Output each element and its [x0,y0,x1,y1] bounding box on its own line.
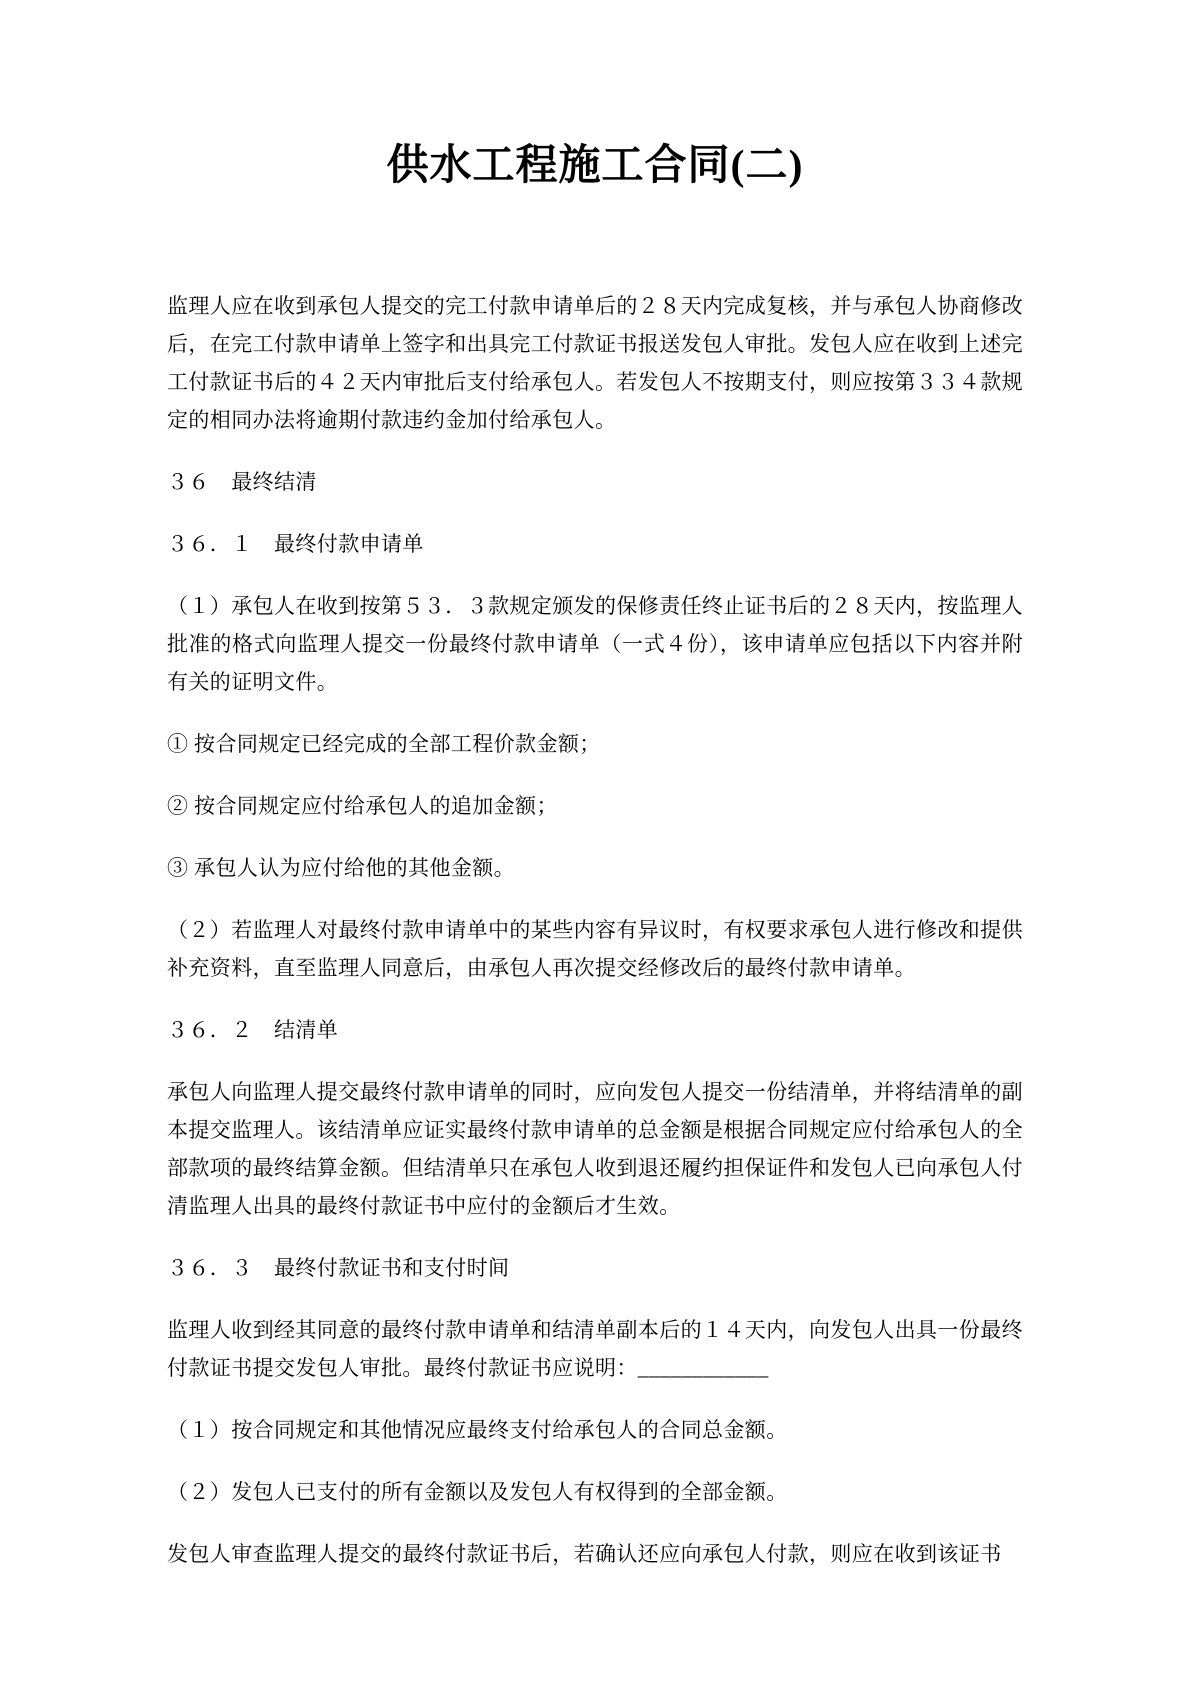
document-content [167,287,1023,1573]
paragraph: （２）发包人已支付的所有金额以及发包人有权得到的全部金额。 [167,1479,788,1504]
paragraph: 发包人审查监理人提交的最终付款证书后，若确认还应向承包人付款，则应在收到该证书 [167,1541,1002,1566]
paragraph: （２）若监理人对最终付款申请单中的某些内容有异议时，有权要求承包人进行修改和提供补充资料，直至监理人同意后，由承包人再次提交经修改后的最终付款申请单。 [167,917,1023,980]
list-item: ③ 承包人认为应付给他的其他金额。 [167,855,516,880]
paragraph: 监理人应在收到承包人提交的完工付款申请单后的２８天内完成复核，并与承包人协商修改后，在完工付款申请单上签字和出具完工付款证书报送发包人审批。发包人应在收到上述完工付款证书后的４２天内审批后支付给承包人。若发包人不按期支付，则应按第３３４款规定的相同办法将逾期付款违约金加付给承包人。 [167,293,1023,432]
section-heading: ３６．１ 最终付款申请单 [167,531,424,556]
list-item: ① 按合同规定已经完成的全部工程价款金额； [167,731,601,756]
section-heading: ３６．３ 最终付款证书和支付时间 [167,1255,510,1280]
paragraph: （１）按合同规定和其他情况应最终支付给承包人的合同总金额。 [167,1417,788,1442]
paragraph: 承包人向监理人提交最终付款申请单的同时，应向发包人提交一份结清单，并将结清单的副本提交监理人。该结清单应证实最终付款申请单的总金额是根据合同规定应付给承包人的全部款项的最终结算金额。但结清单只在承包人收到退还履约担保证件和发包人已向承包人付清监理人出具的最终付款证书中应付的金额后才生效。 [167,1079,1023,1218]
section-heading: ３６．２ 结清单 [167,1017,339,1042]
paragraph: （１）承包人在收到按第５３．３款规定颁发的保修责任终止证书后的２８天内，按监理人批准的格式向监理人提交一份最终付款申请单（一式４份），该申请单应包括以下内容并附有关的证明文件。 [167,593,1023,694]
list-item: ② 按合同规定应付给承包人的追加金额； [167,793,558,818]
paragraph: 监理人收到经其同意的最终付款申请单和结清单副本后的１４天内，向发包人出具一份最终付款证书提交发包人审批。最终付款证书应说明：____________ [167,1317,1023,1380]
document-title: 供水工程施工合同(二) [386,143,804,189]
section-heading: ３６ 最终结清 [167,469,317,494]
